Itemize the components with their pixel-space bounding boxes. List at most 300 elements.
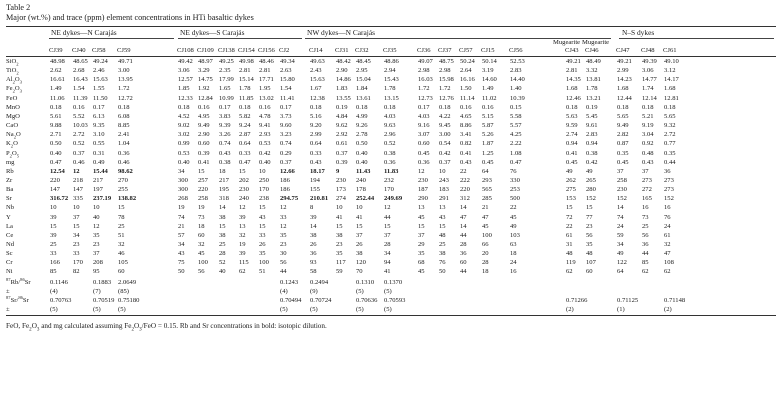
table-cell: 33 <box>280 213 287 221</box>
group-rule-ne-n <box>49 38 174 39</box>
table-cell: 565 <box>482 186 492 194</box>
table-cell: 13 <box>439 204 446 212</box>
table-cell: 25 <box>50 241 57 248</box>
table-cell: 3.00 <box>439 131 451 139</box>
table-cell: 155 <box>310 186 320 194</box>
table-cell: 15 <box>418 222 425 230</box>
table-cell: 14 <box>310 222 317 230</box>
table-cell: 49 <box>566 167 573 175</box>
column-header-cj108: CJ108 <box>177 47 194 54</box>
column-header-cj14: CJ14 <box>309 47 323 54</box>
table-cell: 4.99 <box>356 112 368 120</box>
row-label: $Na_2O$ <box>6 131 21 140</box>
table-cell: 258 <box>198 195 208 203</box>
column-header-cj57: CJ57 <box>459 47 473 54</box>
table-cell: 1.92 <box>198 85 210 93</box>
rb-sr-error: (85) <box>118 287 129 295</box>
table-cell: 60 <box>586 268 593 276</box>
row-label: Sc <box>6 250 13 258</box>
table-cell: 0.17 <box>280 103 292 111</box>
table-cell: 186 <box>280 176 290 184</box>
table-cell: 50.24 <box>460 58 475 65</box>
table-cell: 0.36 <box>418 158 430 166</box>
table-cell: 46 <box>118 250 125 258</box>
table-cell: 39 <box>310 213 317 221</box>
table-cell: 49.07 <box>418 58 433 65</box>
table-cell: 49.71 <box>118 58 133 65</box>
row-label: Sr <box>6 195 12 203</box>
table-cell: 1.84 <box>356 85 368 93</box>
table-cell: 0.39 <box>198 149 210 157</box>
table-cell: 9.45 <box>439 122 451 130</box>
table-cell: 2.83 <box>586 131 598 139</box>
table-cell: 39 <box>239 250 246 258</box>
table-cell: 39 <box>239 213 246 221</box>
table-cell: 11.14 <box>460 94 475 102</box>
table-cell: 70 <box>356 268 363 276</box>
table-cell: 14.17 <box>664 76 679 84</box>
column-header-cj2: CJ2 <box>279 47 290 54</box>
table-cell: 35 <box>336 250 343 258</box>
table-cell: 16 <box>642 204 649 212</box>
table-cell: 217 <box>93 176 103 184</box>
table-cell: 5.63 <box>566 112 578 120</box>
table-cell: 14.35 <box>566 76 581 84</box>
sr-sr-error: (2) <box>664 306 672 314</box>
table-cell: 47 <box>460 213 467 221</box>
table-cell: 64 <box>482 167 489 175</box>
table-cell: 5.65 <box>617 112 629 120</box>
table-cell: 0.48 <box>642 149 654 157</box>
table-cell: 10 <box>50 204 57 212</box>
table-cell: 49.34 <box>280 58 295 65</box>
table-cell: 3.06 <box>178 67 190 75</box>
table-cell: 9.39 <box>219 122 231 130</box>
table-cell: 2.68 <box>73 67 85 75</box>
table-cell: 48.97 <box>198 58 213 65</box>
table-cell: 2.99 <box>617 67 629 75</box>
table-cell: 1.87 <box>482 140 494 148</box>
table-cell: 24 <box>510 259 517 267</box>
table-cell: 14 <box>219 204 226 212</box>
table-cell: 4.22 <box>439 112 451 120</box>
table-cell: 21 <box>482 204 489 212</box>
table-cell: 12.72 <box>118 94 133 102</box>
table-cell: 0.92 <box>642 140 654 148</box>
table-cell: 2.83 <box>510 67 522 75</box>
table-cell: 0.77 <box>664 140 676 148</box>
table-cell: 1.85 <box>178 85 190 93</box>
table-cell: 56 <box>586 231 593 239</box>
table-cell: 3.07 <box>418 131 430 139</box>
table-cell: 170 <box>73 259 83 267</box>
table-cell: 186 <box>280 186 290 194</box>
table-cell: 14.40 <box>510 76 525 84</box>
table-cell: 18 <box>510 250 517 258</box>
table-cell: 43 <box>178 250 185 258</box>
table-cell: 0.87 <box>617 140 629 148</box>
table-cell: 9.26 <box>356 122 368 130</box>
table-cell: 60 <box>460 259 467 267</box>
table-cell: 4.25 <box>510 131 522 139</box>
table-cell: 56 <box>280 259 287 267</box>
sr-sr-value: 0.70519 <box>93 296 115 304</box>
table-cell: 147 <box>73 186 83 194</box>
table-cell: 40 <box>219 268 226 276</box>
table-cell: 0.29 <box>280 149 292 157</box>
table-cell: 0.49 <box>93 158 105 166</box>
table-cell: 152 <box>586 195 596 203</box>
row-label: $P_2O_5$ <box>6 149 20 158</box>
table-cell: 15 <box>259 204 266 212</box>
table-cell: 9.49 <box>198 122 210 130</box>
table-cell: 0.41 <box>566 149 578 157</box>
table-cell: 15.04 <box>356 76 371 84</box>
table-cell: 0.50 <box>50 140 62 148</box>
table-cell: 265 <box>586 176 596 184</box>
table-cell: 48.75 <box>439 58 454 65</box>
table-cell: 12 <box>280 222 287 230</box>
table-cell: 300 <box>178 176 188 184</box>
table-cell: 1.54 <box>280 85 292 93</box>
table-cell: 3.41 <box>460 131 472 139</box>
table-cell: 290 <box>418 195 428 203</box>
table-cell: 187 <box>418 186 428 194</box>
table-cell: 5.57 <box>510 122 522 130</box>
table-cell: 0.17 <box>418 103 430 111</box>
table-cell: 3.19 <box>482 67 494 75</box>
table-cell: 38 <box>356 250 363 258</box>
table-cell: 63 <box>510 241 517 248</box>
table-cell: 4.84 <box>336 112 348 120</box>
table-cell: 222 <box>460 176 470 184</box>
table-cell: 1.68 <box>664 85 676 93</box>
table-cell: 4.03 <box>384 112 396 120</box>
table-cell: 250 <box>259 176 269 184</box>
table-cell: 41 <box>336 213 343 221</box>
table-cell: 0.17 <box>93 103 105 111</box>
table-cell: 0.45 <box>566 158 578 166</box>
table-cell: 1.08 <box>510 149 522 157</box>
table-cell: 9 <box>336 167 340 175</box>
table-cell: 152 <box>664 195 674 203</box>
table-cell: 0.45 <box>418 149 430 157</box>
row-label: mg <box>6 158 15 166</box>
table-cell: 252.44 <box>356 195 375 203</box>
table-cell: 0.44 <box>664 158 676 166</box>
table-cell: 1.68 <box>617 85 629 93</box>
table-cell: 68 <box>418 259 425 267</box>
table-cell: 1.55 <box>93 85 105 93</box>
table-cell: 36 <box>642 241 649 248</box>
table-cell: 15 <box>73 222 80 230</box>
table-cell: 38 <box>219 213 226 221</box>
table-cell: 12.54 <box>50 167 65 175</box>
table-cell: 0.53 <box>178 149 190 157</box>
table-cell: 285 <box>482 195 492 203</box>
table-cell: 0.43 <box>310 158 322 166</box>
sr-sr-value: 0.71148 <box>664 296 686 304</box>
table-cell: 15.98 <box>439 76 454 84</box>
table-cell: 1.78 <box>586 85 598 93</box>
row-label: FeO <box>6 94 18 102</box>
table-cell: 0.42 <box>259 149 271 157</box>
table-cell: 66 <box>482 241 489 248</box>
column-header-cj59: CJ59 <box>117 47 131 54</box>
sr-sr-error: (5) <box>50 306 58 314</box>
table-cell: 1.50 <box>460 85 472 93</box>
table-cell: 166 <box>50 259 60 267</box>
table-cell: 73 <box>642 213 649 221</box>
table-cell: 0.33 <box>310 149 322 157</box>
table-cell: 243 <box>439 176 449 184</box>
group-header-ns: N–S dykes <box>622 28 655 37</box>
sr-sr-ratio-label: $^{87}$Sr/$^{86}$Sr <box>6 294 29 304</box>
table-cell: 34 <box>384 250 391 258</box>
table-cell: 49.21 <box>617 58 632 65</box>
rb-sr-value: 0.1146 <box>50 278 68 286</box>
table-cell: 0.38 <box>219 158 231 166</box>
table-cell: 9.19 <box>642 122 654 130</box>
rb-sr-error: (4) <box>50 287 58 295</box>
table-cell: 15 <box>239 167 246 175</box>
table-cell: 15.43 <box>384 76 399 84</box>
rb-sr-value: 0.2494 <box>310 278 329 286</box>
table-cell: 13.95 <box>118 76 133 84</box>
table-cell: 95 <box>93 268 100 276</box>
table-cell: 230 <box>239 186 249 194</box>
table-cell: 330 <box>510 176 520 184</box>
table-cell: 257 <box>198 176 208 184</box>
column-header-cj48: CJ48 <box>641 47 655 54</box>
table-cell: 45 <box>482 222 489 230</box>
table-cell: 13.81 <box>586 76 601 84</box>
table-cell: 0.15 <box>510 103 522 111</box>
table-cell: 0.45 <box>617 158 629 166</box>
table-cell: 9.61 <box>586 122 598 130</box>
table-cell: 5.21 <box>642 112 654 120</box>
table-cell: 9.88 <box>50 122 62 130</box>
table-cell: 10.99 <box>219 94 234 102</box>
table-cell: 40 <box>93 213 100 221</box>
table-cell: 25 <box>219 241 226 248</box>
table-cell: 49.39 <box>642 58 657 65</box>
table-cell: 237.19 <box>93 195 112 203</box>
table-cell: 0.54 <box>439 140 451 148</box>
table-cell: 16.16 <box>460 76 475 84</box>
table-cell: 0.16 <box>259 103 271 111</box>
table-cell: 262 <box>566 176 576 184</box>
table-cell: 74 <box>617 213 624 221</box>
table-cell: 15 <box>384 222 391 230</box>
table-cell: 2.78 <box>356 131 368 139</box>
table-cell: 1.49 <box>50 85 62 93</box>
table-cell: 11.02 <box>482 94 497 102</box>
table-cell: 49 <box>510 222 517 230</box>
table-cell: 0.46 <box>73 158 85 166</box>
table-cell: 10.39 <box>510 94 525 102</box>
table-cell: 60 <box>198 231 205 239</box>
column-header-cj15: CJ15 <box>481 47 495 54</box>
rb-sr-value: 0.1243 <box>280 278 299 286</box>
table-cell: 43 <box>259 213 266 221</box>
table-cell: 14.77 <box>642 76 657 84</box>
column-header-cj47: CJ47 <box>616 47 630 54</box>
table-cell: 316.72 <box>50 195 69 203</box>
sr-sr-error-label: ± <box>6 306 10 314</box>
table-cell: 19 <box>198 204 205 212</box>
table-cell: 9.63 <box>384 122 396 130</box>
table-cell: 62 <box>664 268 671 276</box>
table-cell: 0.18 <box>664 103 676 111</box>
table-cell: 18 <box>198 222 205 230</box>
table-cell: 2.95 <box>356 67 368 75</box>
table-cell: 249.69 <box>384 195 403 203</box>
table-cell: 218 <box>73 176 83 184</box>
table-cell: 37 <box>642 167 649 175</box>
table-cell: 0.18 <box>384 103 396 111</box>
table-cell: 1.72 <box>118 85 130 93</box>
table-cell: 9.02 <box>178 122 190 130</box>
table-cell: 107 <box>586 259 596 267</box>
table-cell: 59 <box>617 231 624 239</box>
table-cell: 15 <box>566 204 573 212</box>
table-cell: 5.26 <box>482 131 494 139</box>
column-header-cj39: CJ39 <box>49 47 63 54</box>
row-label: $Fe_2O_3$ <box>6 85 22 94</box>
table-cell: 1.78 <box>384 85 396 93</box>
table-cell: 0.43 <box>460 158 472 166</box>
table-cell: 500 <box>510 195 520 203</box>
table-cell: 36 <box>664 167 671 175</box>
column-header-cj32: CJ32 <box>355 47 369 54</box>
table-cell: 39 <box>50 231 57 239</box>
table-cell: 2.63 <box>280 67 292 75</box>
row-label: MnO <box>6 103 20 111</box>
table-cell: 12.46 <box>566 94 581 102</box>
table-cell: 47 <box>664 250 671 258</box>
table-cell: 12 <box>418 167 425 175</box>
table-cell: 119 <box>566 259 576 267</box>
table-cell: 0.18 <box>310 103 322 111</box>
rb-sr-ratio-label: $^{87}$Rb/$^{86}$Sr <box>6 276 31 286</box>
column-header-cj36: CJ36 <box>417 47 431 54</box>
table-cell: 50 <box>439 268 446 276</box>
table-cell: 23 <box>73 241 80 248</box>
table-cell: 293 <box>482 176 492 184</box>
table-cell: 1.68 <box>566 85 578 93</box>
table-cell: 56 <box>642 231 649 239</box>
table-cell: 13.61 <box>356 94 371 102</box>
column-header-cj40: CJ40 <box>72 47 86 54</box>
table-cell: 5.61 <box>50 112 62 120</box>
table-cell: 13.21 <box>586 94 601 102</box>
table-cell: 3.06 <box>642 67 654 75</box>
row-label: $Al_2O_3$ <box>6 76 22 85</box>
table-cell: 0.43 <box>642 158 654 166</box>
table-cell: 9.60 <box>280 122 292 130</box>
rb-sr-error: (5) <box>356 287 364 295</box>
table-cell: 0.46 <box>118 158 130 166</box>
table-cell: 18 <box>482 268 489 276</box>
table-cell: 9.41 <box>259 122 271 130</box>
table-cell: 178 <box>356 186 366 194</box>
table-cell: 0.37 <box>73 149 85 157</box>
table-cell: 153 <box>566 195 576 203</box>
table-cell: 22 <box>566 222 573 230</box>
table-cell: 272 <box>642 186 652 194</box>
table-cell: 5.65 <box>664 112 676 120</box>
rb-sr-error-label: ± <box>6 287 10 295</box>
table-cell: 61 <box>566 231 573 239</box>
table-cell: 74 <box>178 213 185 221</box>
table-cell: 26 <box>259 241 266 248</box>
table-cell: 48.65 <box>73 58 88 65</box>
table-cell: 37 <box>384 231 391 239</box>
table-cell: 14.60 <box>482 76 497 84</box>
table-cell: 2.87 <box>239 131 251 139</box>
table-cell: 9.59 <box>566 122 578 130</box>
table-cell: 273 <box>664 186 674 194</box>
table-cell: 62 <box>642 268 649 276</box>
group-header-nw-n: NW dykes—N Carajás <box>307 28 376 37</box>
table-title: Major (wt.%) and trace (ppm) element concentrations in HTi basaltic dykes <box>6 13 254 22</box>
table-cell: 15.44 <box>93 167 108 175</box>
table-cell: 0.41 <box>460 149 472 157</box>
table-cell: 15 <box>219 222 226 230</box>
column-header-cj109: CJ109 <box>197 47 214 54</box>
table-cell: 5.52 <box>73 112 85 120</box>
table-cell: 173 <box>336 186 346 194</box>
table-cell: 2.94 <box>384 67 396 75</box>
table-cell: 0.43 <box>219 149 231 157</box>
table-cell: 15 <box>356 222 363 230</box>
table-cell: 61 <box>664 231 671 239</box>
table-cell: 273 <box>642 176 652 184</box>
table-cell: 120 <box>356 259 366 267</box>
row-label: Nd <box>6 241 15 248</box>
table-cell: 49 <box>586 167 593 175</box>
table-cell: 10 <box>439 167 446 175</box>
table-cell: 2.82 <box>617 131 629 139</box>
table-cell: 210.81 <box>310 195 329 203</box>
sr-sr-value: 0.71266 <box>566 296 588 304</box>
table-cell: 147 <box>50 186 60 194</box>
table-cell: 20 <box>482 250 489 258</box>
table-cell: 32 <box>239 231 246 239</box>
table-cell: 98.62 <box>118 167 133 175</box>
table-cell: 1.54 <box>73 85 85 93</box>
table-cell: 232 <box>384 176 394 184</box>
table-cell: 0.18 <box>439 103 451 111</box>
table-cell: 49.42 <box>178 58 193 65</box>
table-cell: 0.38 <box>384 149 396 157</box>
table-cell: 43 <box>439 213 446 221</box>
table-cell: 4.78 <box>259 112 271 120</box>
table-cell: 64 <box>617 268 624 276</box>
table-cell: 0.18 <box>617 103 629 111</box>
table-cell: 35 <box>418 250 425 258</box>
group-header-ne-s: NE dykes—S Carajás <box>180 28 245 37</box>
table-cell: 12.14 <box>642 94 657 102</box>
table-cell: 12.57 <box>178 76 193 84</box>
table-cell: 33 <box>73 250 80 258</box>
table-cell: 2.92 <box>336 131 348 139</box>
table-cell: 13.02 <box>259 94 274 102</box>
column-header-cj61: CJ61 <box>663 47 677 54</box>
table-cell: 4.65 <box>460 112 472 120</box>
table-cell: 49.63 <box>310 58 325 65</box>
